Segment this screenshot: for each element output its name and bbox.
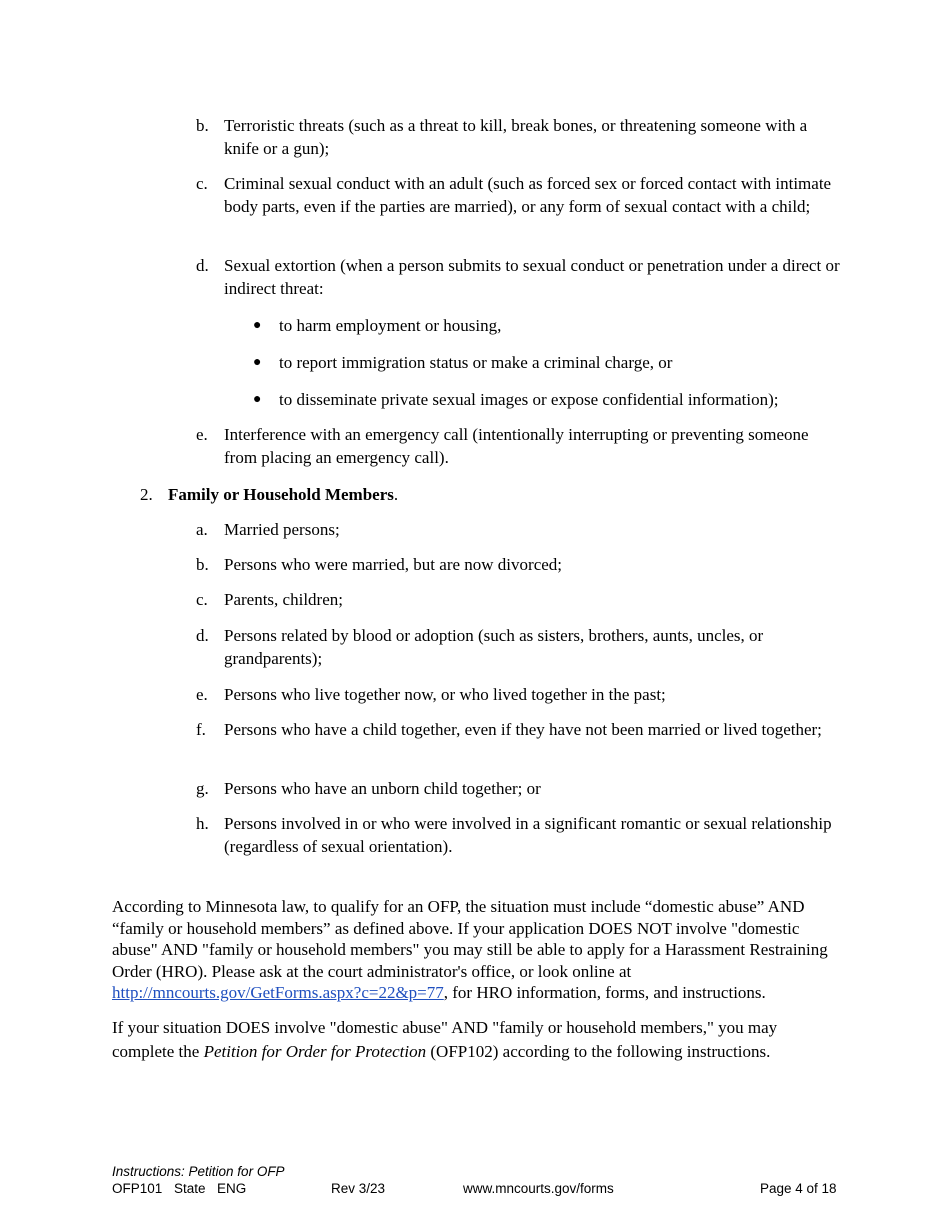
list-label: d. (196, 626, 209, 645)
list-text: Persons who were married, but are now divorced; (224, 555, 563, 574)
list-text: Married persons; (224, 520, 340, 539)
petition-paragraph (112, 1016, 840, 1063)
footer-revision: Rev 3/23 (331, 1181, 386, 1196)
list-item-1c (196, 172, 856, 242)
list-label: g. (196, 779, 209, 798)
bullet-item (253, 351, 863, 374)
list-item-1d (196, 254, 856, 300)
bullet-text: to disseminate private sexual images or expose confidential information); (279, 390, 779, 409)
bullet-text: to report immigration status or make a criminal charge, or (279, 353, 673, 372)
list-item-2h (196, 812, 856, 858)
list-text: Criminal sexual conduct with an adult (such as forced sex or forced contact with intimate body parts, even if the parties are married), or any form of sexual contact with a child; (224, 174, 832, 216)
list-item-2f (196, 718, 856, 764)
list-text: Parents, children; (224, 590, 343, 609)
bullet-text: to harm employment or housing, (279, 316, 502, 335)
section-number: 2. (140, 485, 153, 504)
paragraph-text-end: (OFP102) according to the following instructions. (426, 1041, 771, 1061)
bullet-icon: ● (253, 318, 262, 333)
section-title-period: . (393, 485, 399, 504)
list-text: Interference with an emergency call (intentionally interrupting or preventing someone from placing an emergency call). (224, 425, 809, 467)
bullet-item (253, 314, 863, 337)
list-text: Persons who have a child together, even if they have not been married or lived together; (224, 720, 822, 739)
paragraph-text: If your situation DOES involve "domestic abuse" AND "family or household members," you may complete the (112, 1018, 778, 1061)
footer-website: www.mncourts.gov/forms (463, 1181, 614, 1196)
list-label: h. (196, 814, 209, 833)
footer-language: ENG (217, 1181, 247, 1196)
petition-title: Petition for Order for Protection (203, 1041, 427, 1061)
list-text: Sexual extortion (when a person submits to sexual conduct or penetration under a direct or indirect threat: (224, 256, 840, 298)
bullet-icon: ● (253, 392, 262, 407)
list-label: c. (196, 590, 208, 609)
hro-forms-link[interactable]: http://mncourts.gov/GetForms.aspx?c=22&p=77 (112, 983, 444, 1002)
bullet-icon: ● (253, 355, 262, 370)
list-item-2g (196, 777, 856, 800)
list-label: d. (196, 256, 209, 275)
section-title (168, 483, 828, 506)
list-item-2d (196, 624, 856, 670)
list-item-2b (196, 553, 856, 576)
list-label: b. (196, 555, 209, 574)
footer-state: State (174, 1181, 206, 1196)
paragraph-text-end: , for HRO information, forms, and instructions. (443, 983, 766, 1002)
list-text: Persons who live together now, or who lived together in the past; (224, 685, 666, 704)
list-text: Persons who have an unborn child together; or (224, 779, 541, 798)
list-text: Persons related by blood or adoption (such as sisters, brothers, aunts, uncles, or grandparents); (224, 626, 764, 668)
paragraph-text: According to Minnesota law, to qualify for an OFP, the situation must include “domestic abuse” AND “family or household members” as defined above. If your application DOES NOT involve "domestic abuse" AND "family or household members" you may still be able to apply for a Harassment Restraining Order (HRO). Please ask at the court administrator's office, or look online at (112, 897, 828, 981)
list-item-2a (196, 518, 856, 541)
list-label: f. (196, 720, 206, 739)
list-label: a. (196, 520, 208, 539)
list-label: b. (196, 116, 209, 135)
footer-form-id: OFP101 (112, 1181, 163, 1196)
list-text: Persons involved in or who were involved in a significant romantic or sexual relationship (regardless of sexual orientation). (224, 814, 832, 856)
qualification-paragraph (112, 896, 840, 1004)
list-item-1b (196, 114, 856, 160)
section-title-bold: Family or Household Members (168, 485, 394, 504)
list-label: e. (196, 425, 208, 444)
list-label: e. (196, 685, 208, 704)
footer-title (112, 1164, 285, 1180)
list-item-1e (196, 423, 856, 469)
section-2-heading (140, 483, 840, 506)
footer-title-text: Instructions: Petition for OFP (112, 1164, 285, 1179)
list-label: c. (196, 174, 208, 193)
footer-page-number: Page 4 of 18 (760, 1181, 837, 1196)
list-text: Terroristic threats (such as a threat to kill, break bones, or threatening someone with a knife or a gun); (224, 116, 808, 158)
list-item-2c (196, 588, 856, 611)
bullet-item (253, 388, 863, 411)
list-item-2e (196, 683, 856, 706)
